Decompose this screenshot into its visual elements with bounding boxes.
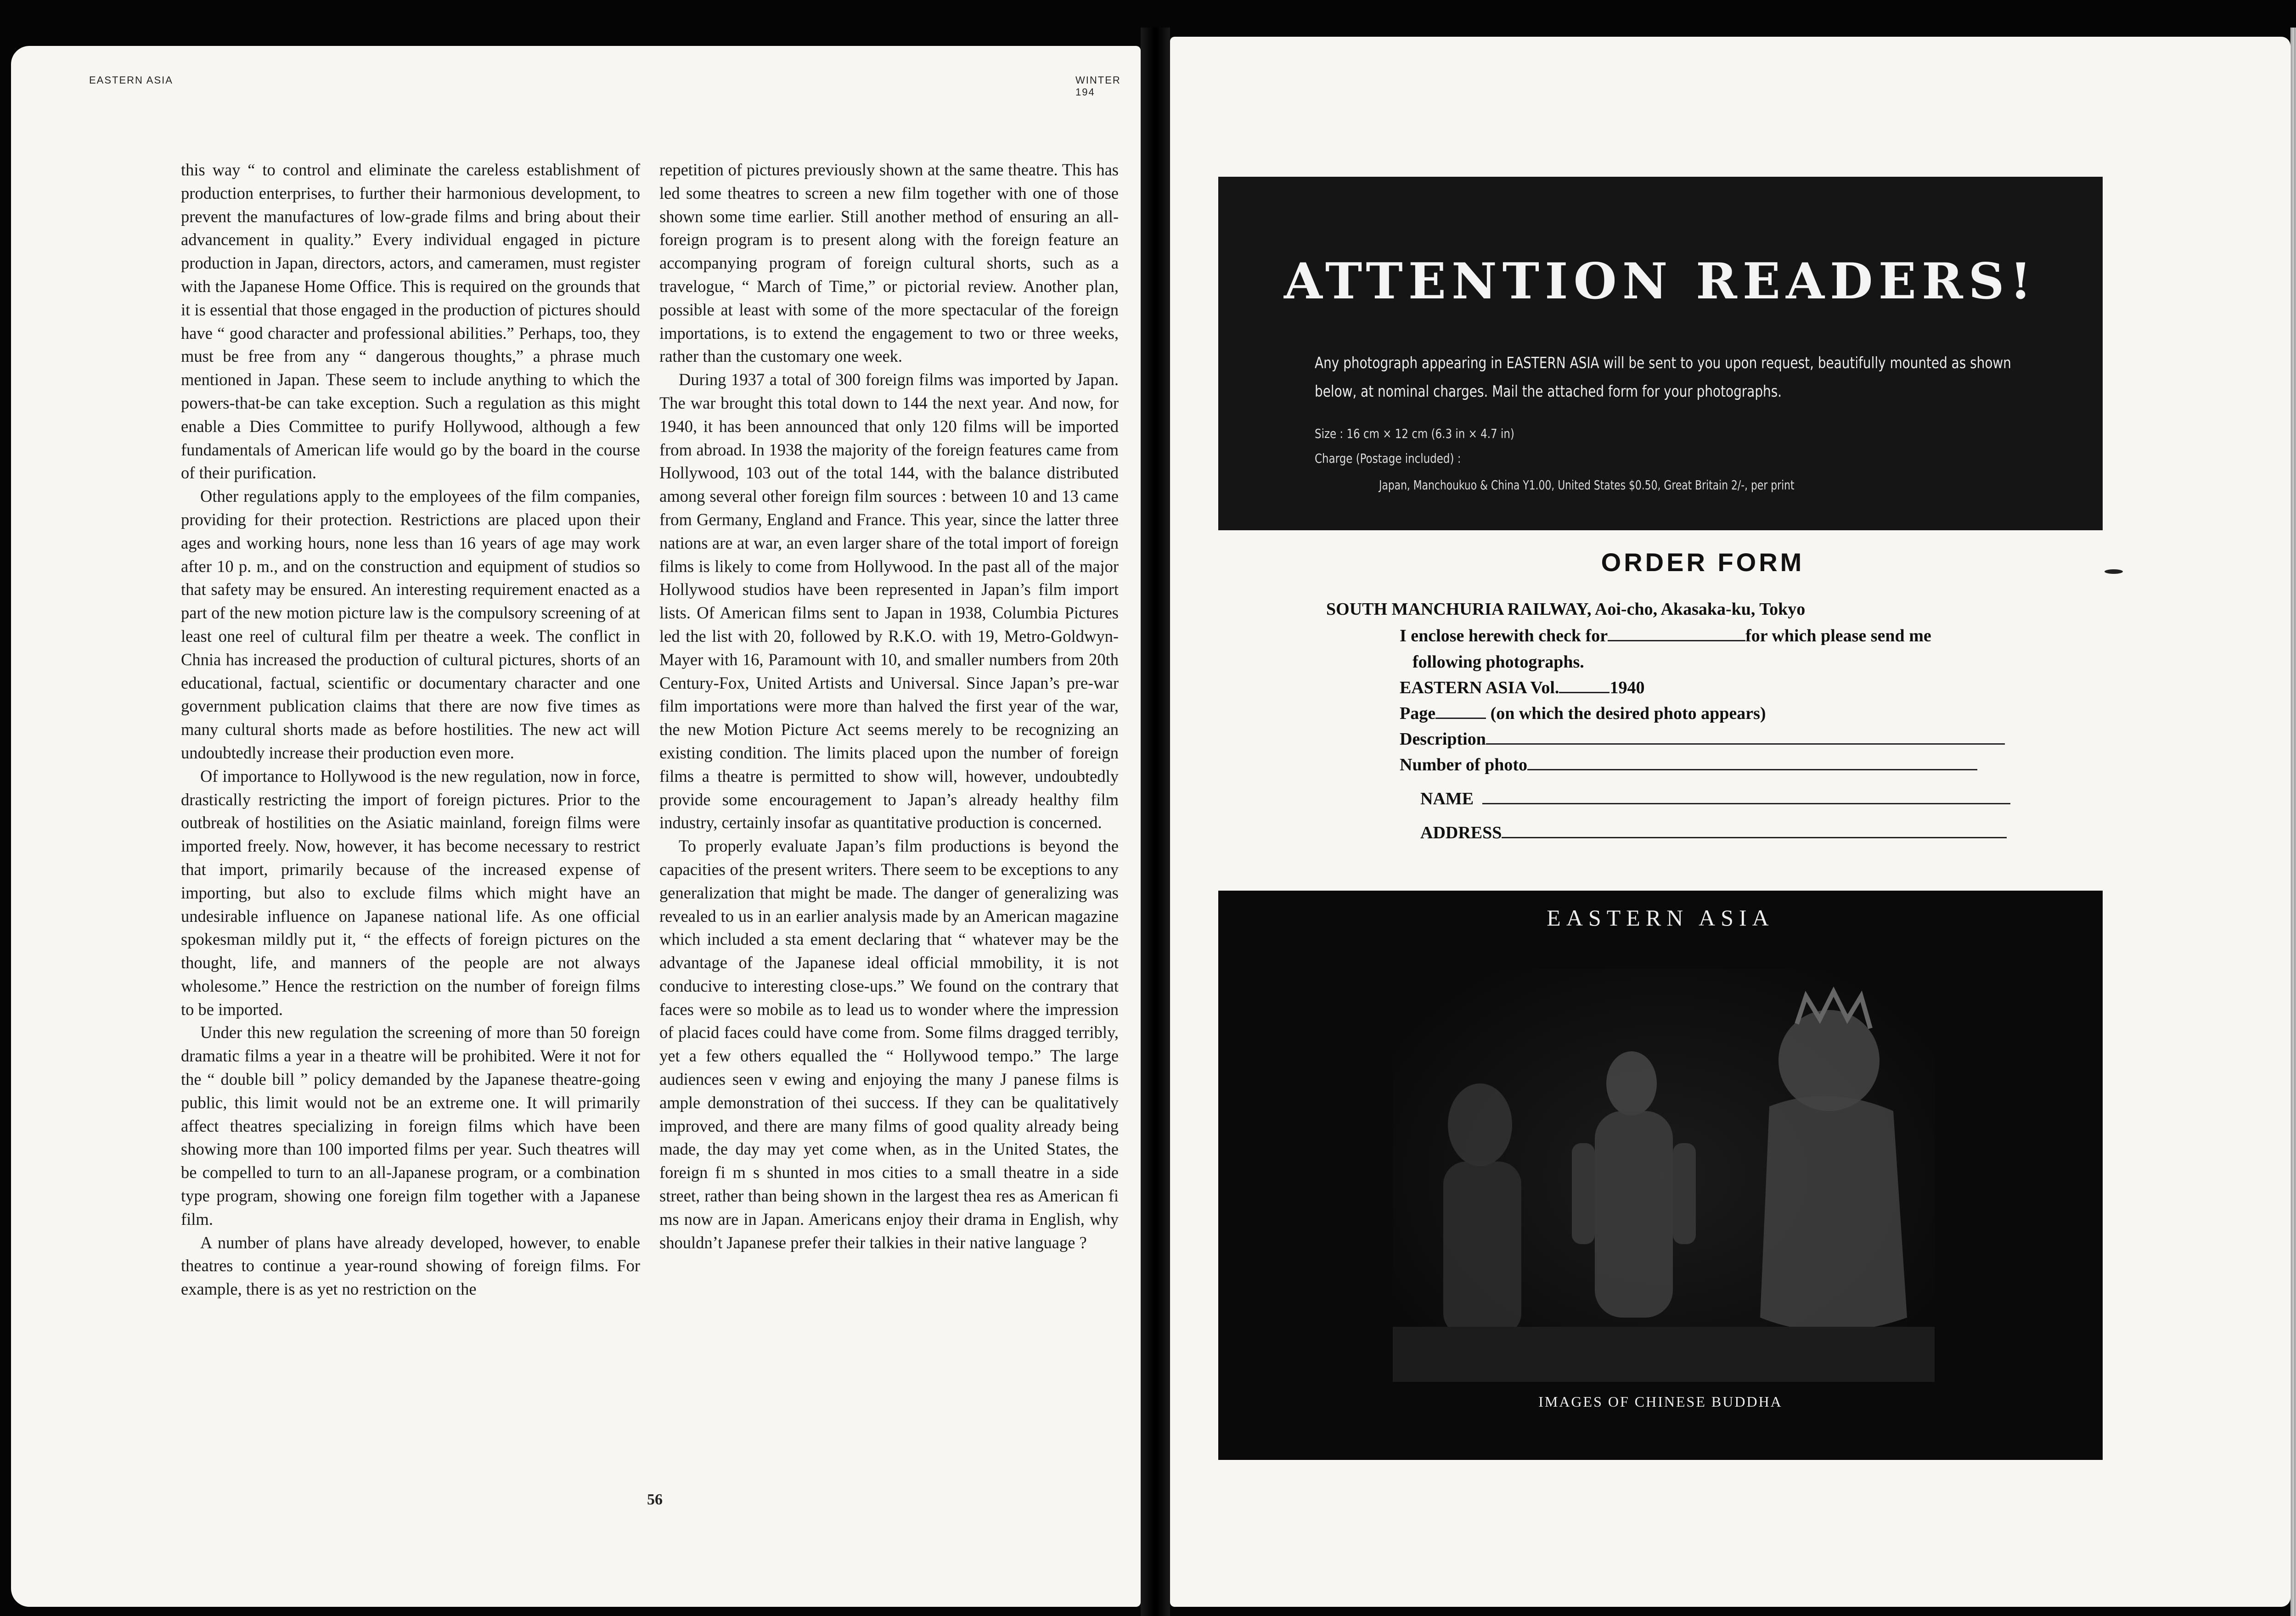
description-label: Description <box>1400 729 1486 749</box>
volume-field[interactable] <box>1559 678 1609 693</box>
name-line <box>1420 789 2010 809</box>
page-label: Page <box>1400 704 1436 723</box>
name-label: NAME <box>1420 789 1474 808</box>
photo-number-field[interactable] <box>1527 755 1977 770</box>
address-field[interactable] <box>1502 823 2007 838</box>
article-column-2 <box>659 158 1119 1254</box>
photo-panel-title: EASTERN ASIA <box>1547 905 1774 931</box>
paragraph: A number of plans have already developed, however, to enable theatres to continue a year-round showing of foreign films. For example, there is as yet no restriction on the <box>181 1233 640 1299</box>
volume-label: EASTERN ASIA Vol. <box>1400 678 1559 697</box>
order-form-title: ORDER FORM <box>1601 548 1805 577</box>
description-field[interactable] <box>1486 729 2005 745</box>
check-prefix-label: I enclose herewith check for <box>1400 626 1608 645</box>
address-label: ADDRESS <box>1420 823 1502 842</box>
paragraph: Of importance to Hollywood is the new regulation, now in force, drastically restricting the import of foreign pictures. Prior to the outbreak of hostilities on the Asiatic mainland, foreign films were imported freely. Now, however, it has become necessary to restrict that import, primarily because of the increased expense of importing, but also to exclude films which might have an undesirable influence on Japanese national life. As one official spokesman mildly put it, “ the effects of foreign pictures on the thought, life, and manners of the people are not always wholesome.” Hence the restriction on the number of foreign films to be imported. <box>181 766 640 1019</box>
page-field[interactable] <box>1435 704 1486 719</box>
scan-speck <box>2105 569 2123 574</box>
paragraph: Under this new regulation the screening of more than 50 foreign dramatic films a year in a theatre will be prohibited. Were it not for the “ double bill ” policy demanded by the Japanese theatre-going public, this limit would not be an extreme one. It will primarily affect theatres specializing in foreign films which have been showing more than 100 imported films per year. Such theatres will be compelled to turn to an all-Japanese program, or a combination type program, showing one foreign film together with a Japanese film. <box>181 1023 640 1229</box>
volume-year: 1940 <box>1609 678 1645 697</box>
attention-body: Any photograph appearing in EASTERN ASIA will be sent to you upon request, beautifully mounted as shown below, at nominal charges. Mail the attached form for your photographs. <box>1315 354 2011 401</box>
book-spine <box>1141 28 1170 1616</box>
left-page <box>11 46 1141 1607</box>
article-column-1 <box>181 158 640 1301</box>
description-line <box>1400 729 2005 749</box>
sample-photo-panel <box>1218 891 2103 1460</box>
address-line <box>1420 823 2007 843</box>
charge-label: Charge (Postage included) : <box>1315 451 1461 466</box>
running-head: EASTERN ASIA <box>89 74 173 86</box>
paragraph: During 1937 a total of 300 foreign films was imported by Japan. The war brought this total down to 144 the next year. And now, for 1940, it has been announced that only 120 films will be imported from abroad. In 1938 the majority of the foreign features came from Hollywood, 103 out of the total 144, with the balance distributed among several other foreign film sources : between 10 and 13 came from Germany, England and France. This year, since the latter three nations are at war, an even larger share of the total import of foreign films is likely to come from Hollywood. In the past all of the major Hollywood studios have been represented in Japan’s film import lists. Of American films sent to Japan in 1938, Columbia Pictures led the list with 20, followed by R.K.O. with 19, Metro-Goldwyn-Mayer with 16, Paramount with 10, and smaller numbers from 20th Century-Fox, United Artists and Universal. Since Japan’s pre-war film importations were more than halved the first year of the war, the new Motion Picture Act seems merely to be recognizing an existing condition. The limits placed upon the number of foreign films a theatre is permitted to show will, however, undoubtedly provide some encouragement to Japan’s already healthy film industry, certainly insofar as quantitative production is concerned. <box>659 370 1119 832</box>
paragraph: To properly evaluate Japan’s film productions is beyond the capacities of the present writers. There seem to be exceptions to any generalization that might be made. The danger of generalizing was revealed to us in an earlier analysis made by an American magazine which included a sta ement declaring that “ whatever may be the advantage of the Japanese ideal official mmobility, it is not conducive to interesting close-ups.” We found on the contrary that faces were so mobile as to lead us to wonder where the impression of placid faces could have come from. Some films dragged terribly, yet a few others equalled the “ Hollywood tempo.” The large audiences seen v ewing and enjoying the many J panese films is ample demonstration of thei success. If they can be qualitatively improved, and there are many films of good quality already being made, the day may yet come when, as in the United States, the foreign fi m s shunted in mos cities to a small theatre in a side street, rather than being shown in the largest thea res as American fi ms now are in Japan. Americans enjoy their drama in English, why shouldn’t Japanese prefer their talkies in their native language ? <box>659 836 1119 1252</box>
price-list: Japan, Manchoukuo & China Y1.00, United States $0.50, Great Britain 2/-, per print <box>1379 477 1795 493</box>
following-label: following photographs. <box>1412 652 1584 672</box>
attention-title: ATTENTION READERS! <box>1283 252 2037 310</box>
right-page <box>1170 37 2290 1607</box>
name-field[interactable] <box>1482 789 2010 804</box>
check-suffix-label: for which please send me <box>1745 626 1931 645</box>
paragraph: this way “ to control and eliminate the careless establishment of production enterprises, to further their harmonious development, to prevent the manufactures of low-grade films and bring about their advancement in quality.” Every individual engaged in picture production in Japan, directors, actors, and cameramen, must register with the Japanese Home Office. This is required on the grounds that it is essential that those engaged in the production of pictures should have “ good character and professional abilities.” Perhaps, too, they must be free from any “ dangerous thoughts,” a phrase much mentioned in Japan. These seem to include anything to which the powers-that-be can take exception. Such a regulation as this might enable a Dies Committee to purify Hollywood, although a few fundamentals of American life would go by the board in the course of their purification. <box>181 160 640 483</box>
page-line <box>1400 703 1766 724</box>
check-amount-line <box>1400 626 1931 646</box>
order-address: SOUTH MANCHURIA RAILWAY, Aoi-cho, Akasaka-ku, Tokyo <box>1326 600 1806 619</box>
running-head-season: WINTER 194 <box>1075 74 1121 98</box>
paragraph: Other regulations apply to the employees of the film companies, providing for their protection. Restrictions are placed upon their ages and working hours, none less than 16 years of age may work after 10 p. m., and on the construction and equipment of studios so that safety may be ensured. An interesting requirement enacted as a part of the new motion picture law is the compulsory screening of at least one reel of cultural film per theatre a week. The conflict in Chnia has increased the production of cultural pictures, shorts of an educational, factual, scientific or documentary character and one government publication claims that there are now five times as many cultural shorts made as before hostilities. The new act will undoubtedly increase their production even more. <box>181 487 640 762</box>
page-number: 56 <box>647 1491 663 1508</box>
print-size: Size : 16 cm × 12 cm (6.3 in × 4.7 in) <box>1315 426 1514 441</box>
volume-line <box>1400 678 1644 698</box>
page-edges <box>2290 28 2296 1616</box>
photo-caption: IMAGES OF CHINESE BUDDHA <box>1538 1393 1783 1410</box>
photo-number-label: Number of photo <box>1400 755 1527 774</box>
buddha-statues-image <box>1393 969 1935 1382</box>
attention-banner <box>1218 177 2103 530</box>
paragraph: repetition of pictures previously shown at the same theatre. This has led some theatres to screen a new film together with one of those shown some time earlier. Still another method of ensuring an all-foreign program is to present along with the foreign feature an accompanying program of foreign cultural shorts, such as a travelogue, “ March of Time,” or pictorial review. Another plan, possible at least with some of the more spectacular of the foreign importations, is to extend the engagement to two or three weeks, rather than the customary one week. <box>659 160 1119 366</box>
photo-number-line <box>1400 755 1977 775</box>
page-note: (on which the desired photo appears) <box>1490 704 1766 723</box>
check-amount-field[interactable] <box>1608 626 1745 641</box>
